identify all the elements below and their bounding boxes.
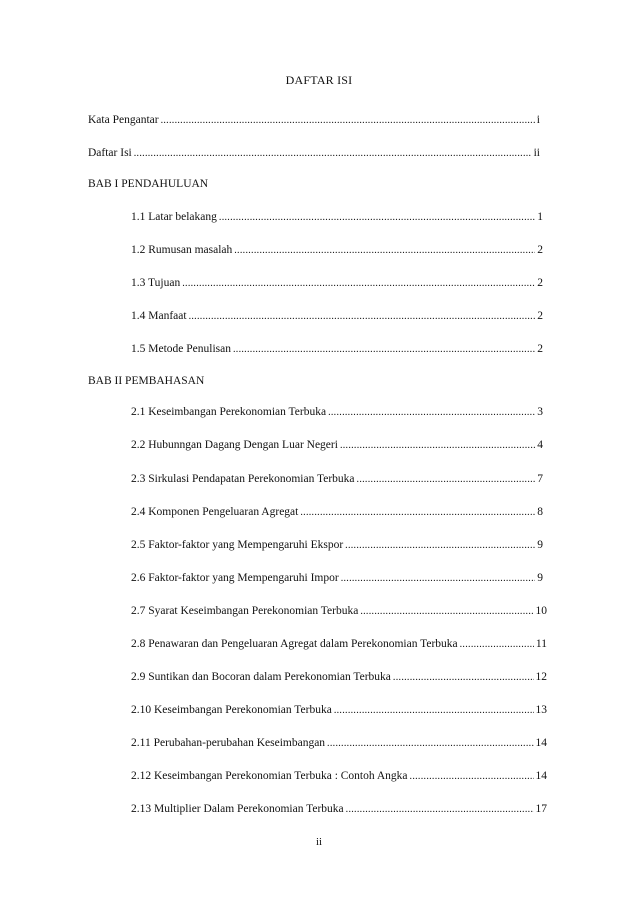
toc-item-page: 2 [537, 277, 543, 289]
toc-item-label: 2.11 Perubahan-perubahan Keseimbangan [131, 737, 326, 749]
footer-page-number: ii [315, 836, 323, 848]
toc-item[interactable] [131, 504, 543, 520]
toc-item-label: 2.3 Sirkulasi Pendapatan Perekonomian Terbuka [131, 473, 355, 485]
toc-item-label: 2.7 Syarat Keseimbangan Perekonomian Terbuka [131, 605, 359, 617]
toc-item-page: 14 [535, 737, 547, 749]
toc-item-page: 3 [537, 406, 543, 418]
toc-item-label: 2.8 Penawaran dan Pengeluaran Agregat dalam Perekonomian Terbuka [131, 638, 458, 650]
toc-entry[interactable] [88, 145, 540, 161]
toc-leader-dots [234, 243, 535, 259]
toc-leader-dots [327, 736, 533, 752]
toc-entry-page: ii [533, 147, 540, 159]
toc-leader-dots [357, 472, 536, 488]
toc-item-label: 2.10 Keseimbangan Perekonomian Terbuka [131, 704, 332, 716]
toc-item-page: 7 [537, 473, 543, 485]
toc-item-page: 10 [535, 605, 547, 617]
toc-item[interactable] [131, 537, 543, 553]
toc-leader-dots [340, 438, 535, 454]
toc-item[interactable] [131, 768, 547, 784]
toc-leader-dots [341, 571, 536, 587]
toc-item-page: 12 [535, 671, 547, 683]
toc-item[interactable] [131, 735, 547, 751]
toc-entry-label: Kata Pengantar [88, 114, 159, 126]
toc-item-label: 2.2 Hubunngan Dagang Dengan Luar Negeri [131, 439, 338, 451]
toc-entry-page: i [536, 114, 540, 126]
toc-item-label: 2.12 Keseimbangan Perekonomian Terbuka : Contoh Angka [131, 770, 408, 782]
toc-item-label: 2.1 Keseimbangan Perekonomian Terbuka [131, 406, 327, 418]
toc-leader-dots [233, 342, 535, 358]
toc-item-page: 14 [535, 770, 547, 782]
toc-entry[interactable] [88, 112, 540, 128]
toc-item[interactable] [131, 603, 547, 619]
toc-leader-dots [189, 309, 536, 325]
toc-item-page: 13 [535, 704, 547, 716]
toc-item-label: 1.5 Metode Penulisan [131, 343, 231, 355]
toc-item[interactable] [131, 209, 543, 225]
toc-leader-dots [219, 210, 535, 226]
toc-item-page: 1 [537, 211, 543, 223]
toc-item[interactable] [131, 404, 543, 420]
toc-item[interactable] [131, 570, 543, 586]
toc-item[interactable] [131, 437, 543, 453]
toc-item-page: 8 [537, 506, 543, 518]
toc-leader-dots [360, 604, 533, 620]
toc-leader-dots [345, 538, 535, 554]
toc-item-page: 2 [537, 244, 543, 256]
toc-item[interactable] [131, 669, 547, 685]
toc-item-label: 2.4 Komponen Pengeluaran Agregat [131, 506, 299, 518]
toc-item-page: 4 [537, 439, 543, 451]
page-title: DAFTAR ISI [285, 73, 353, 87]
toc-item-label: 2.9 Suntikan dan Bocoran dalam Perekonomian Terbuka [131, 671, 391, 683]
toc-item-label: 1.1 Latar belakang [131, 211, 217, 223]
toc-leader-dots [161, 113, 535, 129]
toc-item[interactable] [131, 702, 547, 718]
toc-item-label: 1.4 Manfaat [131, 310, 187, 322]
toc-item[interactable] [131, 471, 543, 487]
toc-item[interactable] [131, 801, 547, 817]
toc-leader-dots [328, 405, 535, 421]
toc-leader-dots [334, 703, 534, 719]
toc-leader-dots [346, 802, 534, 818]
toc-leader-dots [134, 146, 532, 162]
toc-item-page: 2 [537, 310, 543, 322]
toc-item-page: 11 [535, 638, 547, 650]
toc-leader-dots [182, 276, 535, 292]
toc-item-label: 2.13 Multiplier Dalam Perekonomian Terbuka [131, 803, 344, 815]
toc-entry-label: Daftar Isi [88, 147, 132, 159]
toc-item-page: 2 [537, 343, 543, 355]
chapter-heading: BAB II PEMBAHASAN [88, 375, 205, 387]
toc-leader-dots [410, 769, 534, 785]
toc-item-label: 2.6 Faktor-faktor yang Mempengaruhi Impor [131, 572, 339, 584]
toc-item-label: 1.3 Tujuan [131, 277, 181, 289]
toc-item-label: 1.2 Rumusan masalah [131, 244, 233, 256]
chapter-heading: BAB I PENDAHULUAN [88, 178, 209, 190]
toc-item-label: 2.5 Faktor-faktor yang Mempengaruhi Ekspor [131, 539, 344, 551]
toc-item-page: 9 [537, 539, 543, 551]
toc-item[interactable] [131, 242, 543, 258]
toc-leader-dots [300, 505, 535, 521]
toc-item[interactable] [131, 341, 543, 357]
toc-item-page: 17 [535, 803, 547, 815]
toc-item[interactable] [131, 636, 547, 652]
toc-leader-dots [393, 670, 534, 686]
toc-item[interactable] [131, 275, 543, 291]
toc-leader-dots [460, 637, 534, 653]
toc-item[interactable] [131, 308, 543, 324]
toc-item-page: 9 [537, 572, 543, 584]
